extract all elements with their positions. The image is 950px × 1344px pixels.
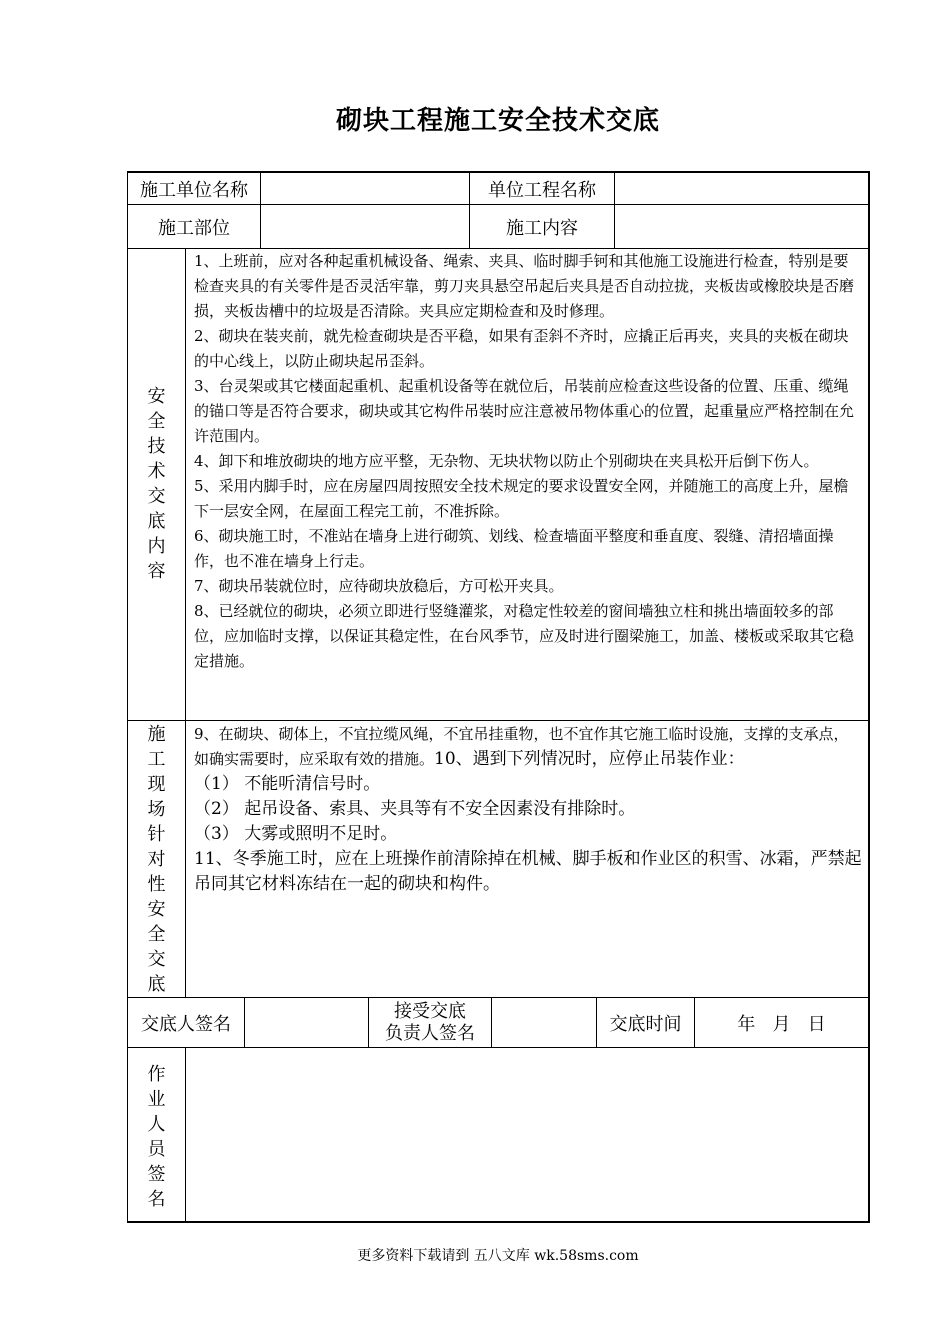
handover-date[interactable]: 年 月 日 (737, 1013, 826, 1035)
presenter-signature-label: 交底人签名 (141, 1013, 231, 1035)
section2-content (194, 722, 862, 897)
part-label: 施工部位 (158, 217, 230, 239)
paragraph: 11、冬季施工时，应在上班操作前清除掉在机械、脚手板和作业区的积雪、冰霜，严禁起吊同其它材料冻结在一起的砌块和构件。 (194, 849, 862, 894)
workers-signature-area[interactable] (186, 1048, 868, 1221)
paragraph: 4、卸下和堆放砌块的地方应平整，无杂物、无块状物以防止个别砌块在夹具松开后倒下伤人。 (194, 452, 819, 470)
section1-content (194, 249, 862, 674)
section1-label: 安 全 技 术 交 底 内 容 (147, 386, 166, 582)
content-value (615, 205, 868, 248)
paragraph: 8、已经就位的砌块，必须立即进行竖缝灌浆，对稳定性较差的窗间墙独立柱和挑出墙面较多的部位，应加临时支撑，以保证其稳定性，在台风季节，应及时进行圈梁施工，加盖、楼板或采取其它稳定措施。 (194, 602, 855, 670)
list-item: （1） 不能听清信号时。 (194, 774, 381, 794)
paragraph: 6、砌块施工时，不准站在墙身上进行砌筑、划线、检查墙面平整度和垂直度、裂缝、清招墙面操作，也不准在墙身上行走。 (194, 527, 834, 570)
paragraph: 9、在砌块、砌体上，不宜拉缆风绳，不宜吊挂重物，也不宜作其它施工临时设施，支撑的支承点，如确实需要时，应采取有效的措施。 (194, 725, 849, 768)
paragraph: 1、上班前，应对各种起重机械设备、绳索、夹具、临时脚手钶和其他施工设施进行检查，特别是要检查夹具的有关零件是否灵活牢靠，剪刀夹具悬空吊起后夹具是否自动拉拢，夹板齿或橡胶块是否磨损，夹板齿槽中的垃圾是否清除。夹具应定期检查和及时修理。 (194, 252, 855, 320)
paragraph: 10、遇到下列情况时，应停止吊装作业： (434, 749, 745, 769)
list-item: （3） 大雾或照明不足时。 (194, 824, 398, 844)
receiver-signature-field[interactable] (492, 998, 596, 1047)
section2-label: 施 工 现 场 针 对 性 安 全 交 底 (147, 724, 166, 995)
page-title: 砌块工程施工安全技术交底 (335, 106, 660, 136)
handover-time-label: 交底时间 (609, 1013, 682, 1035)
workers-signature-label: 作 业 人 员 签 名 (147, 1064, 166, 1210)
paragraph: 3、台灵架或其它楼面起重机、起重机设备等在就位后，吊装前应检查这些设备的位置、压重、缆绳的锚口等是否符合要求，砌块或其它构件吊装时应注意被吊物体重心的位置，起重量应严格控制在允许范围内。 (194, 377, 855, 445)
paragraph: 5、采用内脚手时，应在房屋四周按照安全技术规定的要求设置安全网，并随施工的高度上升，屋檐下一层安全网，在屋面工程完工前，不准拆除。 (194, 477, 849, 520)
paragraph: 7、砌块吊装就位时，应待砌块放稳后，方可松开夹具。 (194, 577, 564, 595)
project-name-label: 单位工程名称 (488, 179, 596, 201)
paragraph: 2、砌块在装夹前，就先检查砌块是否平稳，如果有歪斜不齐时，应撬正后再夹，夹具的夹板在砌块的中心线上，以防止砌块起吊歪斜。 (194, 327, 849, 370)
unit-name-value (261, 173, 469, 204)
content-label: 施工内容 (506, 217, 578, 239)
receiver-signature-label: 接受交底 负责人签名 (385, 1001, 475, 1044)
list-item: （2） 起吊设备、索具、夹具等有不安全因素没有排除时。 (194, 799, 636, 819)
presenter-signature-field[interactable] (245, 998, 368, 1047)
footer-note: 更多资料下载请到 五八文库 wk.58sms.com (357, 1248, 639, 1264)
part-value (261, 205, 469, 248)
unit-name-label: 施工单位名称 (140, 179, 248, 201)
project-name-value (615, 173, 868, 204)
